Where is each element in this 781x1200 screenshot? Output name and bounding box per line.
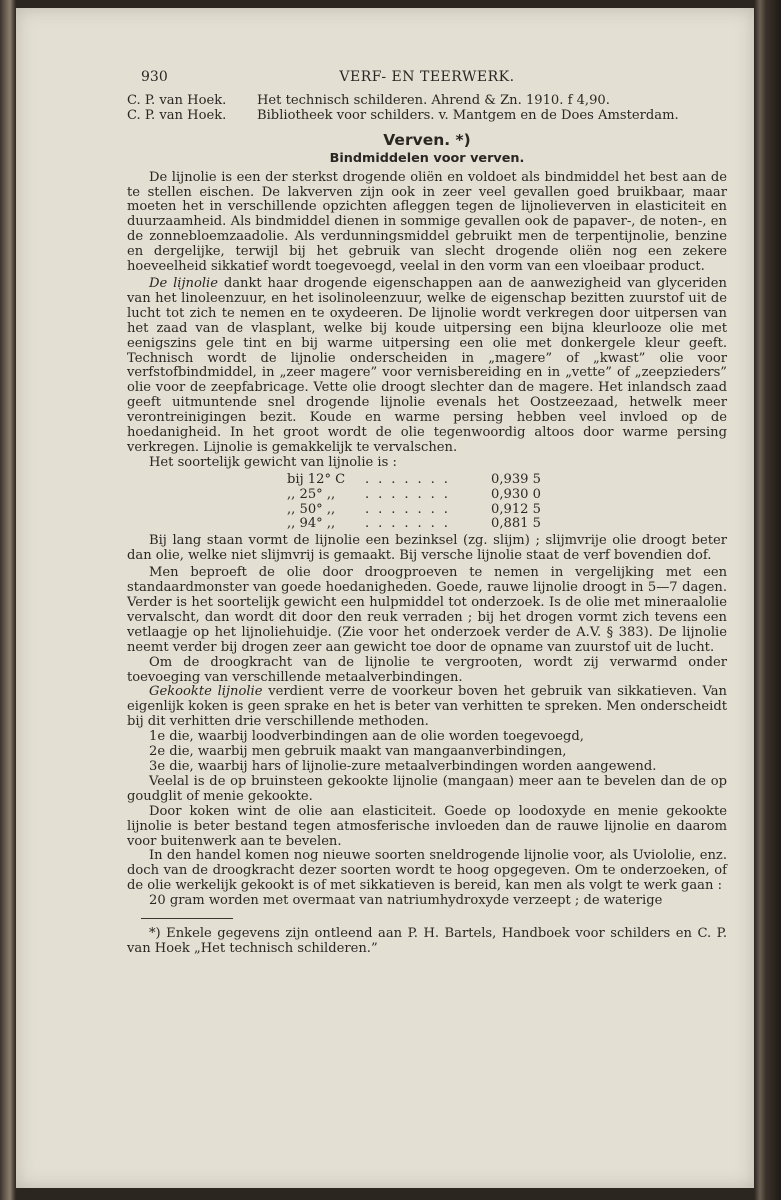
section-subtitle: Bindmiddelen voor verven. <box>329 150 525 166</box>
list-item: 3e die, waarbij hars of lijnolie-zure metaalverbindingen worden aangewend. <box>149 758 657 774</box>
reference-author: C. P. van Hoek. <box>127 107 227 123</box>
section-title: Verven. *) <box>383 130 471 149</box>
gravity-value: 0,930 0 <box>491 486 541 502</box>
specific-gravity-table <box>287 473 727 533</box>
paragraph-7-text: verdient verre de voorkeur boven het gebruik van sikkatieven. Van eigenlijk koken is geen sprake en het is beter van verhitten te spreken. Men onderscheidt bij dit verhitten drie verschillende methoden. <box>127 684 727 730</box>
leader-dots: . . . . . . . <box>365 516 451 532</box>
running-title: VERF- EN TEERWERK. <box>339 69 515 85</box>
reference-text: Bibliotheek voor schilders. v. Mantgem en de Does Amsterdam. <box>257 107 679 123</box>
paragraph-2-text: dankt haar drogende eigenschappen aan de aanwezigheid van glyceriden van het linoleenzuur, en het isolinoleenzuur, welke de eigenschap bezitten zuurstof uit de lucht tot zich te nemen en te oxydeeren. De lijnolie wordt verkregen door uitpersen van het zaad van de vlasplant, welke bij koude uitpersing een bijna kleurlooze olie met eenigszins gele tint en bij warme uitpersing een olie met donkergele kleur geeft. Technisch wordt de lijnolie onderscheiden in „magere” of „kwast” olie voor verfstofbindmiddel, in „zeer magere” voor vernisbereiding en in „vette” of „zeepzieders” olie voor de zeepfabricage. Vette olie droogt slechter dan de magere. Het inlandsch zaad geeft uitmuntende snel drogende lijnolie evenals het Oostzeezaad, hetwelk meer verontreinigingen bezit. Koude en warme persing hebben veel invloed op de hoedanigheid. In het groot wordt de olie tegenwoordig altoos door warme persing verkregen. Lijnolie is gemakkelijk te vervalschen. <box>127 275 727 455</box>
table-row <box>287 517 727 532</box>
reference-2 <box>127 109 727 124</box>
paragraph-6: Om de droogkracht van de lijnolie te vergrooten, wordt zij verwarmd onder toevoeging van verschillende metaalverbindingen. <box>127 654 727 685</box>
reference-1 <box>127 94 727 109</box>
paragraph-1: De lijnolie is een der sterkst drogende oliën en voldoet als bindmiddel het best aan de te stellen eischen. De lakverven zijn ook in zeer veel gevallen goed bruikbaar, maar moeten het in verschillende opzichten afleggen tegen de lijnolieverven in elasticiteit en duurzaamheid. Als bindmiddel dienen in sommige gevallen ook de papaver-, de noten-, en de zonnebloemzaadolie. Als verdunningsmiddel gebruikt men de terpentijnolie, benzine en dergelijke, terwijl bij het gebruik van slecht drogende oliën nog een zekere hoeveelheid sikkatief wordt toegevoegd, veelal in den vorm van een vloeibaar product. <box>127 169 727 275</box>
paragraph-11: 20 gram worden met overmaat van natriumhydroxyde verzeept ; de waterige <box>149 893 663 909</box>
book-spine-edge <box>754 0 781 1200</box>
footnote: *) Enkele gegevens zijn ontleend aan P. H. Bartels, Handboek voor schilders en C. P. van Hoek „Het technisch schilderen.” <box>127 926 727 956</box>
table-row <box>287 503 727 518</box>
page-header <box>127 70 727 94</box>
table-row <box>287 473 727 488</box>
paragraph-3: Het soortelijk gewicht van lijnolie is : <box>149 454 397 470</box>
table-row <box>287 488 727 503</box>
paragraph-5: Men beproeft de olie door droogproeven te nemen in vergelijking met een standaardmonster van goede hoedanigheden. Goede, rauwe lijnolie droogt in 5—7 dagen. Verder is het soortelijk gewicht een hulpmiddel tot onderzoek. Is de olie met mineraalolie vervalscht, dan wordt dit door den reuk verraden ; bij het drogen vormt zich tevens een vetlaagje op het lijnoliehuidje. (Zie voor het onderzoek verder de A.V. § 383). De lijnolie neemt verder bij drogen zeer aan gewicht toe door de opname van zuurstof uit de lucht. <box>127 565 727 655</box>
temperature-label: bij 12° C <box>287 471 346 487</box>
paragraph-8: Veelal is de op bruinsteen gekookte lijnolie (mangaan) meer aan te bevelen dan de op goudglit of menie gekookte. <box>127 773 727 804</box>
reference-text: Het technisch schilderen. Ahrend & Zn. 1910. f 4,90. <box>257 93 610 108</box>
temperature-label: ,, 94° ,, <box>287 516 336 532</box>
page-content <box>127 70 727 957</box>
leader-dots: . . . . . . . <box>365 486 451 502</box>
paragraph-9: Door koken wint de olie aan elasticiteit. Goede op loodoxyde en menie gekookte lijnolie is beter bestand tegen atmosferische invloeden dan de rauwe lijnolie en daarom voor buitenwerk aan te bevelen. <box>127 803 727 849</box>
page-number: 930 <box>141 69 168 85</box>
gravity-value: 0,912 5 <box>491 501 541 517</box>
paragraph-2 <box>127 277 727 456</box>
temperature-label: ,, 50° ,, <box>287 501 336 517</box>
paragraph-10: In den handel komen nog nieuwe soorten sneldrogende lijnolie voor, als Uviololie, enz. doch van de droogkracht dezer soorten wordt te hoog opgegeven. Om te onderzoeken, of de olie werkelijk gekookt is of met sikkatieven is bereid, kan men als volgt te werk gaan : <box>127 848 727 894</box>
list-item: 2e die, waarbij men gebruik maakt van mangaanverbindingen, <box>149 744 567 760</box>
reference-author: C. P. van Hoek. <box>127 93 227 108</box>
paragraph-7-emphasis: Gekookte lijnolie <box>149 684 263 700</box>
list-item: 1e die, waarbij loodverbindingen aan de olie worden toegevoegd, <box>149 729 584 745</box>
paragraph-2-emphasis: De lijnolie <box>149 275 218 291</box>
method-list <box>127 730 727 775</box>
gravity-value: 0,881 5 <box>491 516 541 532</box>
leader-dots: . . . . . . . <box>365 501 451 517</box>
paragraph-7 <box>127 685 727 730</box>
leader-dots: . . . . . . . <box>365 471 451 487</box>
gravity-value: 0,939 5 <box>491 471 541 487</box>
footnote-divider <box>141 918 233 919</box>
paragraph-4: Bij lang staan vormt de lijnolie een bezinksel (zg. slijm) ; slijmvrije olie droogt beter dan olie, welke niet slijmvrij is gemaakt. Bij versche lijnolie staat de verf bovendien dof. <box>127 533 727 564</box>
temperature-label: ,, 25° ,, <box>287 486 336 502</box>
